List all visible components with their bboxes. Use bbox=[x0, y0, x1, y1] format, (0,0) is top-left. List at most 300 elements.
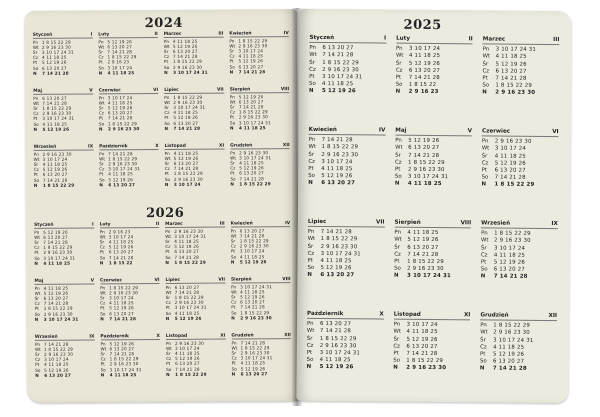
weekday-abbrev: So bbox=[100, 366, 106, 372]
month-header bbox=[230, 143, 290, 150]
weekday-abbrev: Śr bbox=[229, 48, 234, 54]
month-name: Marzec bbox=[482, 36, 506, 43]
day-numbers: 5 12 19 26 bbox=[107, 105, 133, 111]
day-numbers: 2 9 16 23 30 bbox=[319, 342, 357, 350]
day-numbers: 7 14 21 28 bbox=[239, 175, 264, 182]
day-numbers: 6 13 20 27 bbox=[492, 358, 525, 366]
month-header bbox=[33, 88, 93, 95]
day-numbers: 5 12 19 26 bbox=[43, 229, 68, 235]
weekday-abbrev: Pn bbox=[231, 340, 237, 346]
day-numbers: 7 14 21 28 bbox=[109, 315, 137, 322]
weekday-abbrev: Pt bbox=[98, 115, 104, 121]
month-roman-numeral: IX bbox=[88, 144, 94, 150]
month-roman-numeral: VIII bbox=[280, 87, 290, 93]
day-numbers: 3 10 17 24 31 bbox=[239, 155, 272, 161]
weekday-abbrev: So bbox=[394, 265, 401, 272]
day-numbers: 3 10 17 24 bbox=[239, 248, 265, 254]
weekday-abbrev: Pn bbox=[395, 45, 403, 52]
month-roman-numeral: III bbox=[553, 37, 560, 44]
weekday-abbrev: Pt bbox=[229, 58, 234, 64]
weekday-abbrev: Pn bbox=[393, 321, 401, 328]
weekday-abbrev: Pt bbox=[231, 304, 236, 310]
day-numbers: 3 10 17 24 31 bbox=[109, 366, 142, 372]
day-numbers: 1 8 15 22 29 bbox=[43, 245, 73, 251]
day-numbers: 1 8 15 22 29 bbox=[172, 59, 203, 65]
month-header bbox=[99, 144, 159, 151]
day-numbers: 7 14 21 28 bbox=[42, 177, 68, 183]
weekday-abbrev: Pn bbox=[34, 285, 40, 291]
day-numbers: 3 10 17 24 bbox=[174, 345, 200, 352]
day-numbers: 1 8 15 22 29 bbox=[407, 258, 444, 266]
month-roman-numeral: VIII bbox=[460, 220, 472, 227]
weekday-abbrev: Śr bbox=[34, 240, 39, 246]
month-block bbox=[480, 220, 557, 313]
weekday-abbrev: N bbox=[394, 273, 399, 280]
month-header bbox=[165, 144, 225, 151]
month-block bbox=[33, 88, 93, 144]
weekday-abbrev: N bbox=[395, 89, 401, 96]
weekday-abbrev: Wt bbox=[229, 43, 236, 49]
month-header bbox=[164, 88, 224, 95]
weekday-abbrev: N bbox=[164, 69, 168, 75]
weekday-abbrev: Pt bbox=[482, 75, 488, 82]
day-numbers: 6 13 20 27 bbox=[109, 310, 134, 316]
weekday-abbrev: Cz bbox=[164, 166, 170, 172]
month-roman-numeral: III bbox=[218, 31, 224, 37]
day-numbers: 1 8 15 22 29 bbox=[406, 357, 444, 365]
month-block bbox=[35, 278, 95, 334]
day-numbers: 4 11 18 25 bbox=[43, 260, 71, 266]
weekday-abbrev: So bbox=[99, 176, 105, 182]
weekday-abbrev: Pt bbox=[165, 249, 170, 255]
weekday-abbrev: Śr bbox=[394, 244, 400, 251]
weekday-abbrev: So bbox=[230, 254, 237, 260]
weekday-abbrev: Cz bbox=[99, 244, 105, 250]
month-block bbox=[309, 35, 386, 128]
day-numbers: 5 12 19 26 bbox=[495, 61, 527, 68]
weekday-row bbox=[230, 181, 290, 187]
day-numbers: 5 12 19 26 bbox=[41, 60, 67, 66]
weekday-abbrev: So bbox=[394, 173, 402, 180]
weekday-abbrev: Wt bbox=[99, 156, 105, 162]
weekday-abbrev: Pt bbox=[32, 60, 38, 66]
day-numbers: 3 10 17 24 bbox=[493, 245, 526, 252]
month-header bbox=[231, 277, 291, 284]
day-numbers: 7 14 21 28 bbox=[42, 100, 67, 107]
weekday-row bbox=[166, 371, 226, 377]
weekday-abbrev: Pt bbox=[98, 59, 103, 65]
day-numbers: 1 8 15 22 29 bbox=[173, 94, 203, 101]
weekday-abbrev: Pt bbox=[166, 361, 171, 367]
month-name: Grudzień bbox=[230, 143, 253, 149]
weekday-abbrev: So bbox=[164, 64, 170, 70]
weekday-row bbox=[166, 315, 226, 321]
day-numbers: 4 11 18 25 bbox=[493, 344, 525, 351]
month-roman-numeral: VI bbox=[552, 129, 559, 136]
month-name: Wrzesień bbox=[34, 334, 58, 340]
weekday-abbrev: Cz bbox=[165, 300, 171, 306]
weekday-abbrev: Wt bbox=[34, 291, 41, 297]
weekday-abbrev: N bbox=[393, 365, 398, 372]
day-numbers: 7 14 21 28 bbox=[174, 254, 200, 260]
weekday-abbrev: Pn bbox=[163, 39, 169, 45]
weekday-row bbox=[33, 70, 93, 76]
weekday-abbrev: So bbox=[165, 254, 171, 260]
day-numbers: 3 10 17 24 31 bbox=[108, 166, 141, 172]
day-numbers: 7 14 21 28 bbox=[109, 351, 135, 357]
weekday-abbrev: Wt bbox=[32, 45, 39, 51]
month-name: Grudzień bbox=[231, 333, 254, 339]
day-numbers: 6 13 20 27 bbox=[493, 266, 525, 274]
weekday-row bbox=[394, 273, 471, 281]
weekday-abbrev: Pn bbox=[165, 341, 172, 347]
month-name: Kwiecień bbox=[229, 31, 252, 37]
day-numbers: 2 9 16 23 30 bbox=[406, 365, 447, 372]
day-numbers: 5 12 19 26 bbox=[320, 265, 352, 272]
weekday-abbrev: Wt bbox=[165, 346, 172, 352]
month-header bbox=[166, 278, 226, 285]
month-block bbox=[33, 32, 93, 88]
day-numbers: 6 13 20 27 bbox=[42, 95, 67, 101]
weekday-row bbox=[165, 181, 225, 187]
month-block bbox=[100, 222, 160, 278]
day-numbers: 6 13 20 27 bbox=[173, 161, 199, 167]
day-numbers: 1 8 15 22 29 bbox=[495, 82, 533, 90]
day-numbers: 1 8 15 22 29 bbox=[175, 371, 207, 377]
weekday-abbrev: Pt bbox=[33, 116, 38, 122]
day-numbers: 1 8 15 22 29 bbox=[240, 309, 270, 316]
day-numbers: 2 9 16 23 30 bbox=[108, 161, 138, 167]
day-numbers: 4 11 18 25 bbox=[406, 329, 438, 336]
day-numbers: 1 8 15 22 29 bbox=[174, 259, 206, 265]
day-numbers: 5 12 19 26 bbox=[109, 305, 134, 311]
day-numbers: 3 10 17 24 bbox=[108, 234, 134, 240]
day-numbers: 7 14 21 28 bbox=[107, 49, 133, 55]
weekday-abbrev: Śr bbox=[230, 238, 236, 244]
day-numbers: 2 9 16 23 30 bbox=[239, 243, 269, 249]
weekday-abbrev: N bbox=[34, 316, 39, 322]
day-numbers: 4 11 18 25 bbox=[239, 160, 264, 166]
month-block bbox=[307, 219, 384, 312]
weekday-abbrev: Pt bbox=[309, 73, 315, 80]
weekday-abbrev: Wt bbox=[98, 44, 105, 50]
month-block bbox=[480, 312, 557, 405]
day-numbers: 3 10 17 24 bbox=[173, 181, 201, 187]
weekday-abbrev: Pn bbox=[395, 137, 402, 144]
day-numbers: 2 9 16 23 30 bbox=[407, 166, 445, 174]
month-name: Listopad bbox=[393, 311, 421, 318]
day-numbers: 4 11 18 25 bbox=[172, 38, 198, 45]
day-numbers: 7 14 21 28 bbox=[43, 239, 68, 246]
month-name: Czerwiec bbox=[100, 278, 123, 284]
day-numbers: 6 13 20 27 bbox=[44, 372, 71, 378]
month-header bbox=[308, 219, 385, 228]
month-block bbox=[395, 128, 472, 221]
day-numbers: 2 9 16 23 30 bbox=[240, 350, 270, 356]
day-numbers: 5 12 19 26 bbox=[319, 364, 354, 371]
day-numbers: 7 14 21 28 bbox=[407, 251, 439, 258]
day-numbers: 1 8 15 22 29 bbox=[322, 59, 359, 66]
day-numbers: 3 10 17 24 31 bbox=[174, 305, 207, 311]
weekday-abbrev: Cz bbox=[166, 356, 172, 362]
month-header bbox=[100, 222, 160, 229]
weekday-abbrev: Cz bbox=[32, 55, 39, 61]
day-numbers: 7 14 21 28 bbox=[108, 151, 133, 157]
day-numbers: 4 11 18 25 bbox=[108, 171, 133, 177]
day-numbers: 5 12 19 26 bbox=[408, 137, 440, 145]
weekday-abbrev: So bbox=[100, 310, 106, 316]
weekday-abbrev: Śr bbox=[98, 49, 103, 55]
month-roman-numeral: IV bbox=[285, 221, 291, 227]
weekday-abbrev: Śr bbox=[34, 296, 40, 302]
weekday-abbrev: Cz bbox=[309, 66, 316, 73]
weekday-abbrev: Wt bbox=[394, 237, 402, 244]
month-roman-numeral: I bbox=[90, 32, 93, 38]
month-header bbox=[307, 311, 384, 320]
weekday-abbrev: N bbox=[482, 89, 487, 96]
day-numbers: 5 12 19 26 bbox=[43, 290, 69, 297]
weekday-abbrev: Wt bbox=[306, 328, 315, 335]
month-roman-numeral: X bbox=[155, 144, 159, 150]
weekday-abbrev: Śr bbox=[165, 295, 171, 301]
day-numbers: 6 13 20 27 bbox=[175, 361, 200, 367]
weekday-abbrev: Wt bbox=[165, 290, 172, 296]
month-name: Lipiec bbox=[165, 277, 181, 283]
weekday-abbrev: Śr bbox=[99, 161, 104, 167]
weekday-abbrev: Pn bbox=[229, 94, 235, 100]
day-numbers: 3 10 17 24 31 bbox=[42, 116, 75, 122]
day-numbers: 2 9 16 23 30 bbox=[493, 237, 531, 245]
day-numbers: 2 9 16 23 30 bbox=[320, 243, 358, 250]
weekday-abbrev: Wt bbox=[98, 100, 105, 106]
weekday-row bbox=[395, 181, 472, 189]
day-numbers: 6 13 20 27 bbox=[408, 145, 440, 152]
weekday-abbrev: Cz bbox=[163, 54, 170, 60]
weekday-abbrev: Wt bbox=[33, 157, 40, 163]
day-numbers: 7 14 21 28 bbox=[175, 366, 200, 372]
month-block bbox=[35, 334, 95, 390]
day-numbers: 3 10 17 24 31 bbox=[41, 49, 74, 56]
weekday-abbrev: So bbox=[164, 120, 170, 126]
day-numbers: 5 12 19 26 bbox=[172, 43, 198, 50]
month-block bbox=[231, 277, 291, 333]
weekday-row bbox=[99, 182, 159, 188]
day-numbers: 7 14 21 28 bbox=[408, 74, 440, 82]
weekday-abbrev: Wt bbox=[481, 145, 490, 152]
month-name: Grudzień bbox=[480, 312, 509, 319]
month-header bbox=[396, 36, 473, 45]
weekday-abbrev: Pn bbox=[32, 39, 38, 45]
weekday-abbrev: Pn bbox=[165, 285, 171, 291]
day-numbers: 6 13 20 27 bbox=[494, 167, 526, 174]
month-name: Luty bbox=[98, 32, 110, 38]
day-numbers: 5 12 19 26 bbox=[321, 173, 353, 180]
day-numbers: 1 8 15 22 29 bbox=[240, 345, 270, 351]
month-header bbox=[35, 334, 95, 341]
day-numbers: 4 11 18 25 bbox=[238, 53, 264, 59]
day-numbers: 3 10 17 24 bbox=[321, 158, 353, 166]
day-numbers: 7 14 21 28 bbox=[321, 137, 353, 144]
weekday-abbrev: Pn bbox=[481, 138, 489, 145]
month-roman-numeral: XI bbox=[220, 333, 226, 339]
weekday-abbrev: So bbox=[33, 65, 39, 71]
weekday-abbrev: So bbox=[230, 176, 236, 182]
weekday-row bbox=[481, 182, 558, 190]
weekday-abbrev: N bbox=[100, 316, 104, 322]
weekday-abbrev: So bbox=[34, 311, 41, 317]
day-numbers: 6 13 20 27 bbox=[238, 63, 264, 70]
month-block bbox=[99, 144, 159, 200]
month-name: Czerwiec bbox=[98, 88, 121, 94]
weekday-row bbox=[230, 125, 290, 131]
weekday-abbrev: Pn bbox=[482, 46, 490, 53]
month-name: Wrzesień bbox=[481, 220, 511, 227]
weekday-abbrev: So bbox=[33, 121, 39, 127]
day-numbers: 2 9 16 23 30 bbox=[174, 228, 204, 235]
weekday-abbrev: Cz bbox=[100, 300, 106, 306]
month-block bbox=[481, 128, 558, 221]
weekday-abbrev: Pn bbox=[229, 38, 235, 44]
weekday-abbrev: Wt bbox=[308, 144, 316, 151]
month-roman-numeral: II bbox=[155, 222, 160, 228]
month-name: Czerwiec bbox=[481, 128, 511, 135]
day-numbers: 6 13 20 27 bbox=[319, 321, 352, 328]
weekday-abbrev: Pt bbox=[394, 166, 401, 173]
day-numbers: 7 14 21 28 bbox=[107, 115, 133, 121]
day-numbers: 7 14 21 28 bbox=[42, 70, 69, 76]
weekday-abbrev: Pt bbox=[99, 249, 105, 255]
day-numbers: 7 14 21 28 bbox=[43, 301, 69, 307]
day-numbers: 4 11 18 25 bbox=[42, 121, 68, 127]
weekday-abbrev: Wt bbox=[100, 290, 106, 296]
day-numbers: 7 14 21 28 bbox=[406, 350, 438, 358]
weekday-abbrev: Śr bbox=[480, 337, 486, 344]
weekday-abbrev: Pt bbox=[230, 248, 236, 254]
day-numbers: 5 12 19 26 bbox=[44, 367, 69, 373]
month-header bbox=[164, 32, 224, 39]
month-name: Listopad bbox=[165, 333, 188, 339]
month-roman-numeral: IV bbox=[378, 127, 386, 134]
day-numbers: 3 10 17 24 31 bbox=[174, 233, 207, 240]
day-numbers: 1 8 15 22 29 bbox=[408, 159, 445, 166]
month-roman-numeral: V bbox=[467, 128, 473, 135]
weekday-abbrev: Pn bbox=[98, 95, 104, 101]
day-numbers: 2 9 16 23 30 bbox=[322, 66, 359, 74]
day-numbers: 4 11 18 25 bbox=[407, 181, 442, 188]
day-numbers: 6 13 20 27 bbox=[240, 370, 268, 377]
day-numbers: 3 10 17 24 31 bbox=[320, 250, 361, 258]
weekday-abbrev: Pt bbox=[307, 257, 313, 264]
weekday-abbrev: Śr bbox=[482, 61, 489, 68]
day-numbers: 1 8 15 22 29 bbox=[109, 285, 139, 291]
month-name: Listopad bbox=[164, 143, 186, 149]
weekday-abbrev: So bbox=[35, 367, 41, 373]
day-numbers: 6 13 20 27 bbox=[407, 244, 439, 251]
weekday-abbrev: Śr bbox=[230, 160, 235, 166]
weekday-abbrev: Cz bbox=[165, 244, 171, 250]
weekday-abbrev: N bbox=[34, 260, 38, 266]
weekday-abbrev: Pn bbox=[100, 285, 106, 291]
weekday-abbrev: Śr bbox=[480, 245, 487, 252]
weekday-abbrev: Pt bbox=[164, 115, 169, 121]
month-block bbox=[229, 31, 289, 87]
weekday-abbrev: Cz bbox=[480, 252, 488, 259]
day-numbers: 4 11 18 25 bbox=[240, 289, 265, 295]
weekday-abbrev: Pt bbox=[165, 305, 170, 311]
day-numbers: 7 14 21 28 bbox=[239, 233, 265, 239]
day-numbers: 5 12 19 26 bbox=[174, 244, 199, 250]
day-numbers: 2 9 16 23 bbox=[107, 59, 130, 65]
month-name: Styczeń bbox=[309, 34, 335, 42]
weekday-abbrev: Pt bbox=[100, 305, 105, 311]
weekday-row bbox=[481, 274, 558, 282]
day-numbers: 1 8 15 22 29 bbox=[109, 356, 139, 362]
day-numbers: 2 9 16 23 30 bbox=[407, 265, 444, 273]
weekday-abbrev: Wt bbox=[307, 236, 316, 243]
day-numbers: 7 14 21 28 bbox=[173, 125, 201, 131]
day-numbers: 2 9 16 23 30 bbox=[238, 114, 268, 120]
weekday-abbrev: Pn bbox=[33, 151, 39, 157]
weekday-abbrev: Pt bbox=[394, 258, 400, 265]
weekday-abbrev: Pn bbox=[231, 284, 237, 290]
day-numbers: 6 13 20 27 bbox=[172, 49, 198, 55]
weekday-abbrev: Śr bbox=[306, 335, 313, 342]
day-numbers: 2 9 16 23 bbox=[408, 89, 439, 96]
day-numbers: 4 11 18 25 bbox=[174, 310, 200, 316]
day-numbers: 2 9 16 23 30 bbox=[44, 351, 74, 358]
day-numbers: 6 13 20 27 bbox=[406, 343, 438, 350]
day-numbers: 2 9 16 23 30 bbox=[109, 361, 139, 367]
weekday-abbrev: Wt bbox=[34, 347, 41, 353]
day-numbers: 6 13 20 27 bbox=[174, 249, 199, 255]
weekday-abbrev: Pn bbox=[99, 151, 105, 157]
month-header bbox=[229, 31, 289, 38]
month-header bbox=[482, 128, 559, 137]
day-numbers: 4 11 18 25 bbox=[239, 253, 265, 260]
day-numbers: 5 12 19 26 bbox=[240, 294, 265, 300]
weekday-row bbox=[307, 272, 384, 280]
day-numbers: 4 11 18 25 bbox=[321, 166, 353, 173]
month-block bbox=[308, 127, 385, 220]
day-numbers: 6 13 20 27 bbox=[43, 234, 68, 241]
month-roman-numeral: VIII bbox=[282, 277, 291, 283]
weekday-row bbox=[231, 259, 291, 265]
weekday-row bbox=[101, 372, 161, 378]
month-roman-numeral: IX bbox=[551, 221, 558, 228]
weekday-row bbox=[396, 89, 473, 97]
year-grid-2025 bbox=[306, 35, 559, 405]
weekday-abbrev: Pn bbox=[34, 229, 40, 235]
weekday-row bbox=[164, 69, 224, 75]
day-numbers: 1 8 15 22 29 bbox=[239, 180, 271, 187]
weekday-row bbox=[164, 125, 224, 131]
month-roman-numeral: XI bbox=[219, 143, 225, 149]
weekday-abbrev: Pt bbox=[395, 74, 402, 81]
day-numbers: 3 10 17 24 bbox=[494, 145, 527, 153]
day-numbers: 3 10 17 24 bbox=[107, 95, 133, 101]
weekday-abbrev: Śr bbox=[100, 351, 105, 357]
weekday-abbrev: Wt bbox=[164, 156, 171, 162]
day-numbers: 2 9 16 23 bbox=[108, 229, 131, 235]
month-roman-numeral: XII bbox=[284, 333, 291, 339]
day-numbers: 2 9 16 23 30 bbox=[240, 314, 272, 321]
weekday-abbrev: Cz bbox=[100, 356, 106, 362]
month-block bbox=[99, 88, 159, 144]
day-numbers: 7 14 21 28 bbox=[493, 273, 528, 281]
day-numbers: 1 8 15 22 29 bbox=[42, 182, 75, 188]
weekday-abbrev: Cz bbox=[98, 110, 104, 116]
weekday-row bbox=[232, 371, 292, 377]
